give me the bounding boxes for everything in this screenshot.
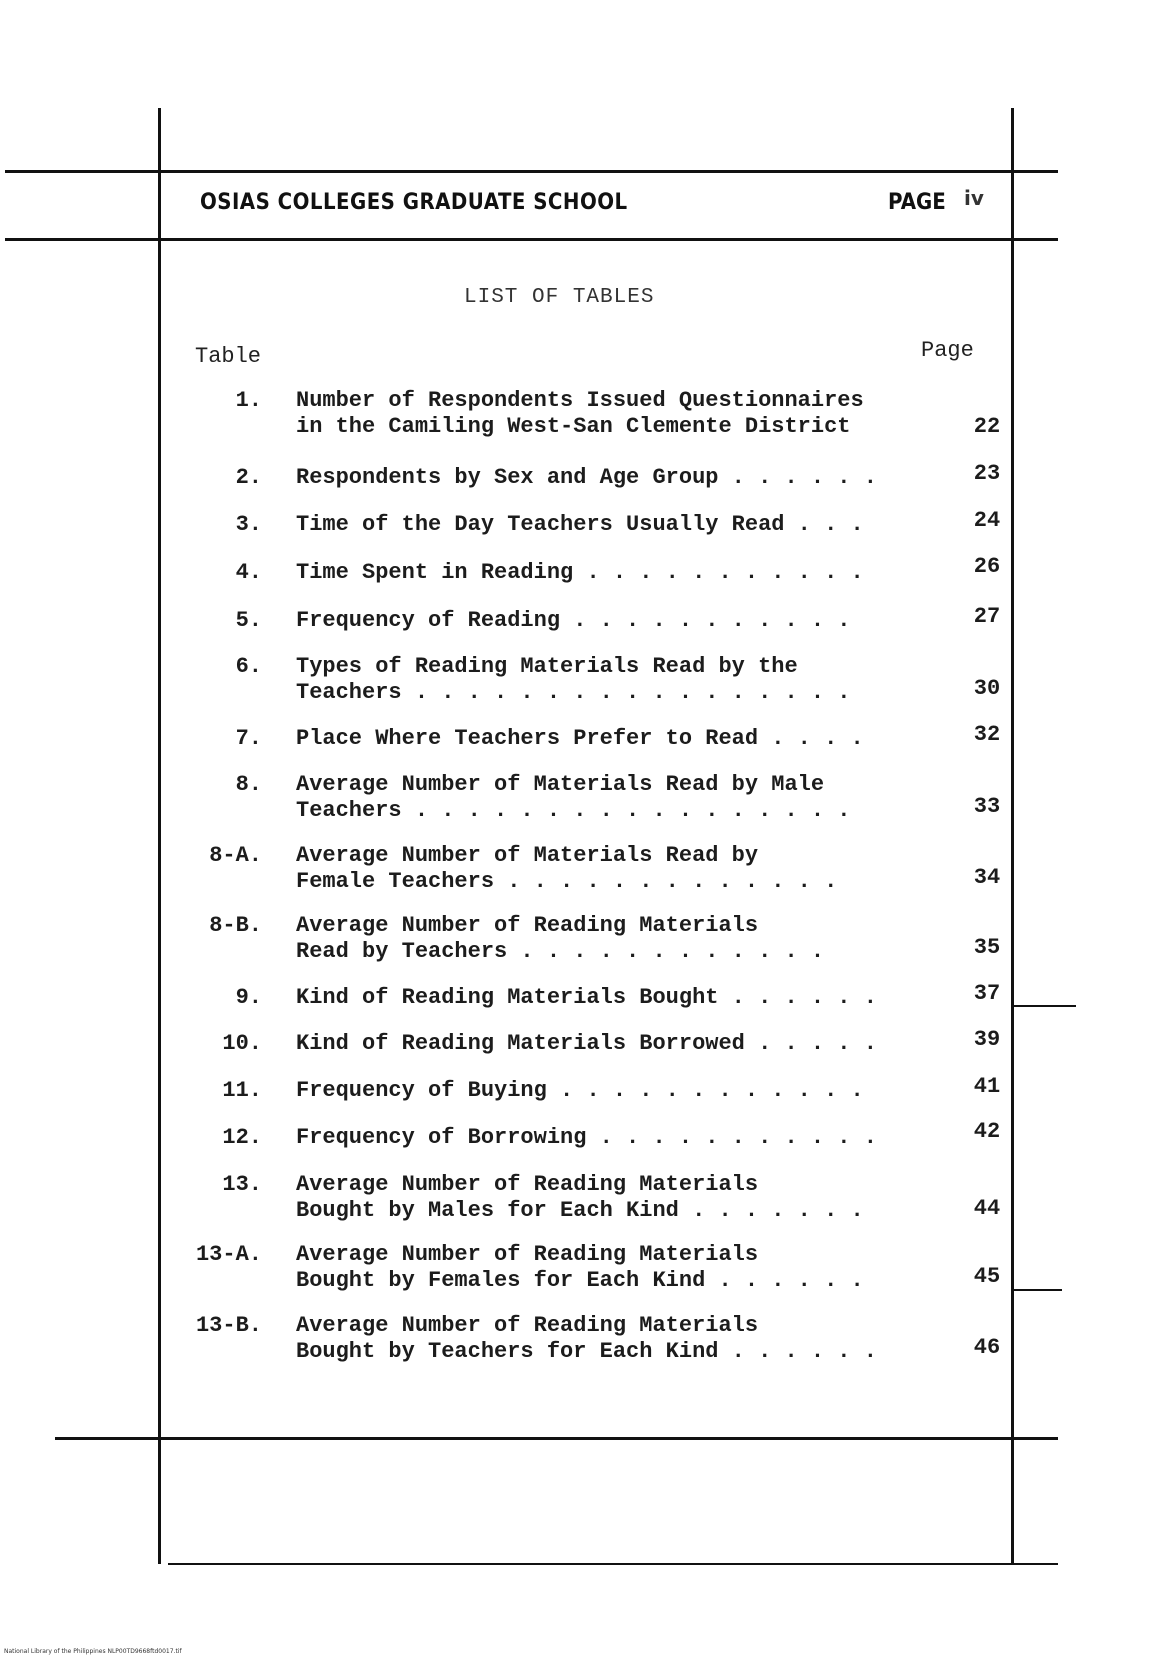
entry-page: 35 — [973, 935, 1001, 960]
page-number: iv — [964, 186, 984, 210]
entry-number: 13-B. — [195, 1313, 262, 1338]
entry-title: Frequency of Borrowing . . . . . . . . . . . — [296, 1125, 877, 1150]
entry-number: 12. — [222, 1125, 262, 1150]
entry-number: 8-B. — [209, 913, 262, 938]
entry-page: 42 — [973, 1119, 1001, 1144]
entry-number: 6. — [235, 654, 262, 679]
entry-page: 27 — [973, 604, 1001, 629]
entry-title: Time Spent in Reading . . . . . . . . . . . — [296, 560, 864, 585]
list-of-tables-title: LIST OF TABLES — [464, 286, 655, 309]
entry-page: 23 — [973, 461, 1001, 486]
entry-title: Average Number of Reading Materials Read by Teachers . . . . . . . . . . . . — [296, 913, 825, 964]
entry-number: 11. — [222, 1078, 262, 1103]
entry-page: 39 — [973, 1027, 1001, 1052]
entry-page: 46 — [973, 1335, 1001, 1360]
entry-title: Time of the Day Teachers Usually Read . . . — [296, 512, 864, 537]
entry-number: 9. — [235, 985, 262, 1010]
entry-page: 26 — [973, 554, 1001, 579]
entry-number: 2. — [235, 465, 262, 490]
right-margin-tick-2 — [1014, 1289, 1062, 1291]
left-vertical-rule — [158, 108, 161, 1564]
entry-page: 37 — [973, 981, 1001, 1006]
entry-page: 30 — [973, 676, 1001, 701]
page-label: PAGE — [888, 190, 946, 215]
entry-number: 13-A. — [195, 1242, 262, 1267]
footer-rule — [168, 1563, 1058, 1565]
entry-page: 44 — [973, 1196, 1001, 1221]
right-vertical-rule — [1011, 108, 1014, 1564]
entry-number: 8. — [235, 772, 262, 797]
page-column-header: Page — [921, 338, 974, 363]
entry-number: 8-A. — [209, 843, 262, 868]
entry-page: 41 — [973, 1074, 1001, 1099]
entry-title: Place Where Teachers Prefer to Read . . . . — [296, 726, 864, 751]
entry-page: 22 — [973, 414, 1001, 439]
bottom-rule — [55, 1437, 1058, 1440]
school-name-heading: OSIAS COLLEGES GRADUATE SCHOOL — [200, 190, 628, 215]
entry-number: 10. — [222, 1031, 262, 1056]
archive-footer-note: National Library of the Philippines NLP00TD9668ftd0017.tif — [4, 1648, 182, 1655]
entry-number: 13. — [222, 1172, 262, 1197]
table-column-header: Table — [195, 344, 262, 369]
entry-number: 4. — [235, 560, 262, 585]
entry-page: 45 — [973, 1264, 1001, 1289]
entry-number: 1. — [235, 388, 262, 413]
right-margin-tick-1 — [1014, 1005, 1076, 1007]
entry-title: Frequency of Reading . . . . . . . . . . . — [296, 608, 851, 633]
entry-title: Average Number of Reading Materials Bought by Females for Each Kind . . . . . . — [296, 1242, 864, 1293]
top-header-rule — [5, 170, 1058, 173]
entry-title: Average Number of Materials Read by Male Teachers . . . . . . . . . . . . . . . . . — [296, 772, 851, 823]
entry-title: Kind of Reading Materials Borrowed . . . . . — [296, 1031, 877, 1056]
entry-page: 33 — [973, 794, 1001, 819]
entry-page: 32 — [973, 722, 1001, 747]
entry-page: 24 — [973, 508, 1001, 533]
entry-title: Types of Reading Materials Read by the Teachers . . . . . . . . . . . . . . . . . — [296, 654, 851, 705]
entry-title: Average Number of Reading Materials Bought by Teachers for Each Kind . . . . . . — [296, 1313, 877, 1364]
entry-number: 7. — [235, 726, 262, 751]
entry-page: 34 — [973, 865, 1001, 890]
header-bottom-rule — [5, 238, 1058, 241]
entry-title: Number of Respondents Issued Questionnaires in the Camiling West-San Clemente District — [296, 388, 864, 439]
entry-number: 3. — [235, 512, 262, 537]
entry-title: Respondents by Sex and Age Group . . . . . . — [296, 465, 877, 490]
entry-title: Average Number of Materials Read by Female Teachers . . . . . . . . . . . . . — [296, 843, 838, 894]
entry-title: Frequency of Buying . . . . . . . . . . . . — [296, 1078, 864, 1103]
entry-number: 5. — [235, 608, 262, 633]
entry-title: Average Number of Reading Materials Bought by Males for Each Kind . . . . . . . — [296, 1172, 864, 1223]
entry-title: Kind of Reading Materials Bought . . . . . . — [296, 985, 877, 1010]
